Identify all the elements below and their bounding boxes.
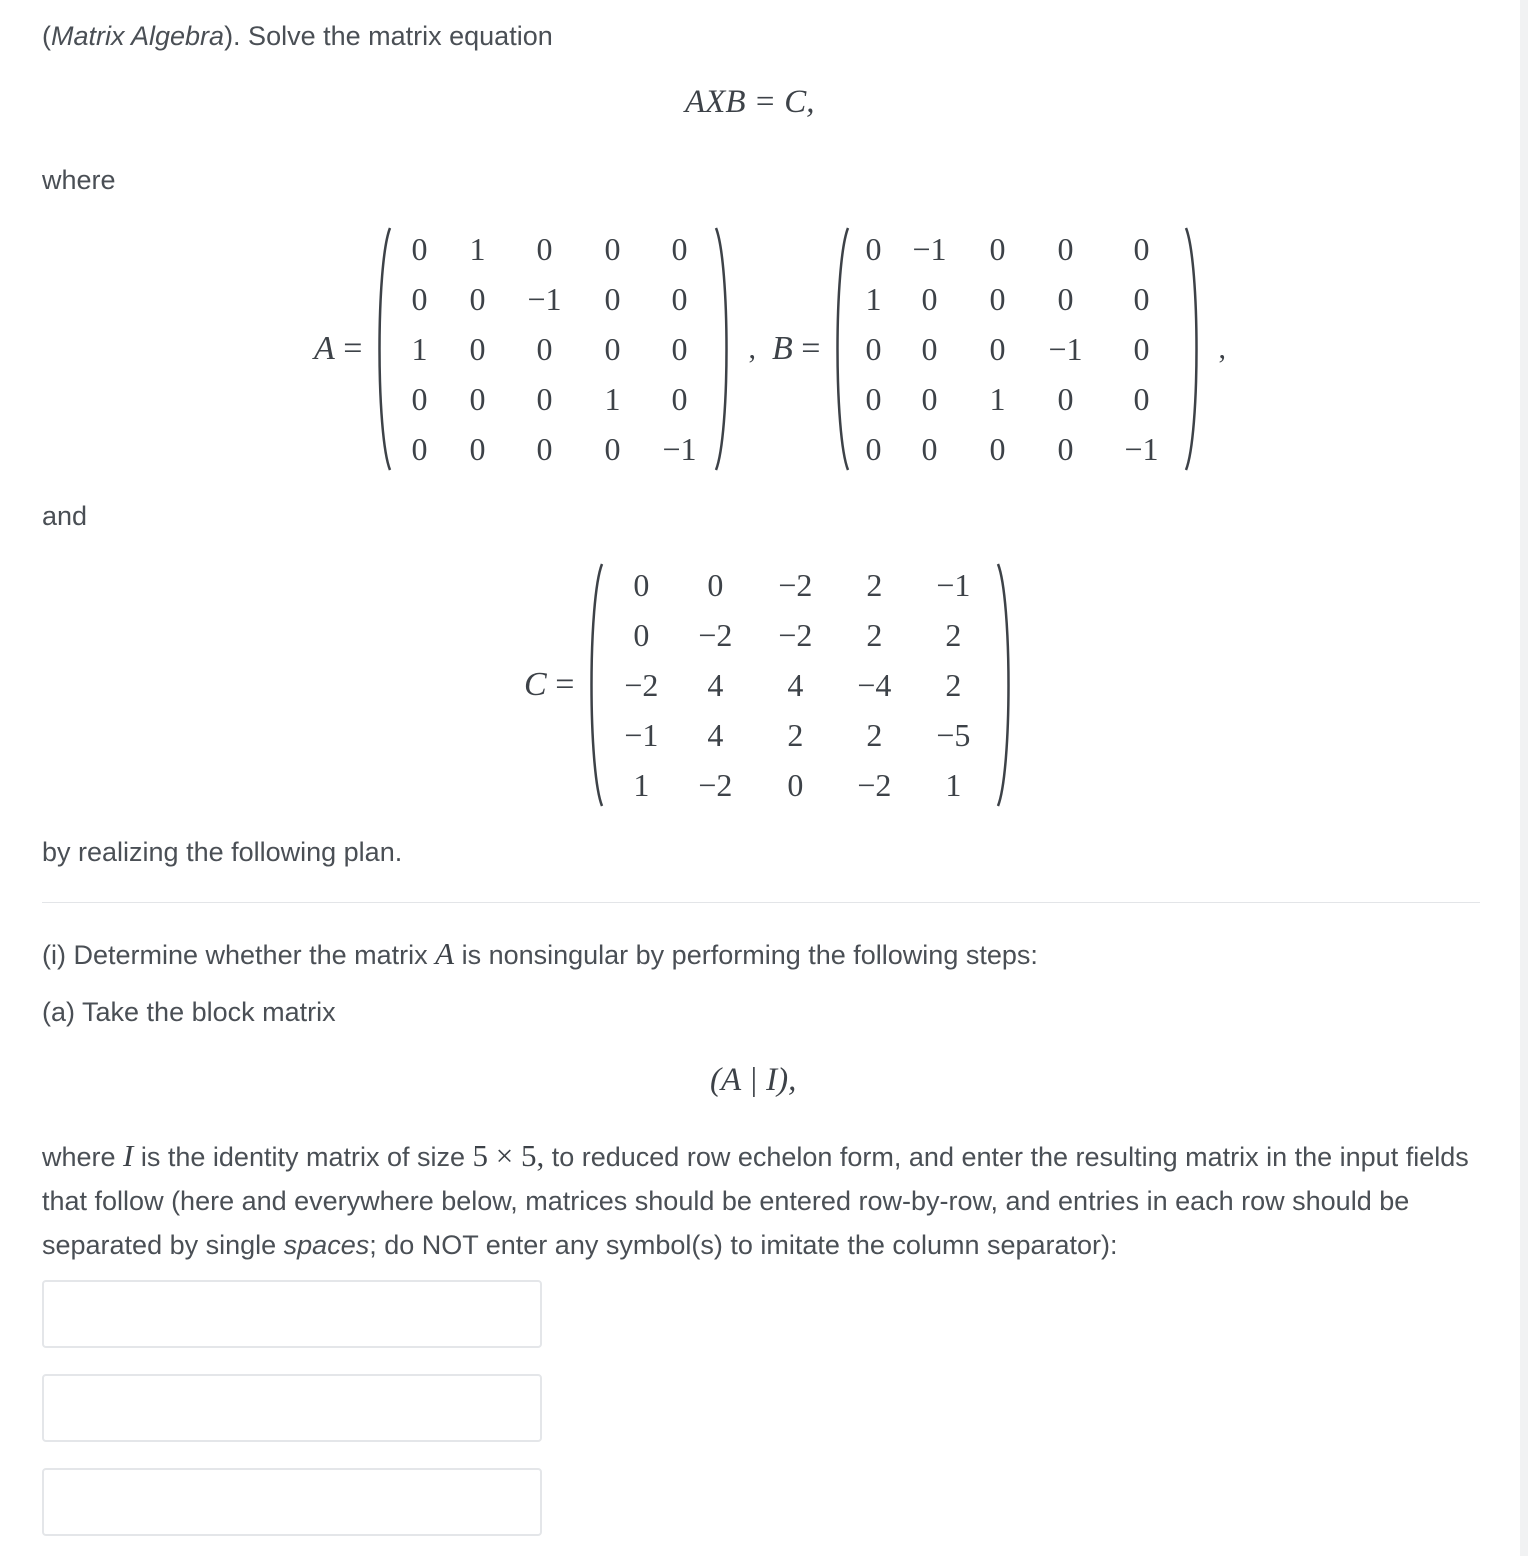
matrix-entry: 1 xyxy=(604,381,621,417)
matrix-c-label: C = xyxy=(524,666,575,703)
matrix-entry: −1 xyxy=(1124,431,1159,467)
matrix-entry: −4 xyxy=(857,667,892,703)
matrix-a-label: A = xyxy=(314,330,363,367)
matrix-entry: 0 xyxy=(1057,431,1074,467)
right-paren-icon xyxy=(994,560,1018,810)
matrix-entry: −1 xyxy=(936,567,971,603)
matrix-b-label: B = xyxy=(772,330,821,367)
matrix-entry: 0 xyxy=(536,431,553,467)
matrix-entry: −2 xyxy=(698,617,733,653)
matrix-entry: 0 xyxy=(411,231,428,267)
matrix-entry: 2 xyxy=(945,617,962,653)
matrix-entry: 0 xyxy=(469,431,486,467)
matrix-entry: 0 xyxy=(604,231,621,267)
matrix-entry: 0 xyxy=(921,281,938,317)
matrix-entry: −2 xyxy=(624,667,659,703)
matrix-entry: 0 xyxy=(1133,381,1150,417)
plan-text: by realizing the following plan. xyxy=(42,837,403,867)
answer-input-row-3[interactable] xyxy=(42,1468,542,1536)
matrix-entry: 0 xyxy=(865,231,882,267)
topic-label: Matrix Algebra xyxy=(51,21,225,51)
matrix-entry: 1 xyxy=(945,767,962,803)
step-i-text: (i) Determine whether the matrix A is nonsingular by performing the following steps: xyxy=(42,936,1038,971)
equation-axb: AXB = C, xyxy=(685,84,815,120)
step-a-text: (a) Take the block matrix xyxy=(42,997,336,1027)
matrix-entry: 0 xyxy=(1057,231,1074,267)
matrix-entry: 0 xyxy=(671,231,688,267)
matrix-entry: 0 xyxy=(1133,281,1150,317)
left-paren-icon xyxy=(828,224,852,474)
matrix-entry: 0 xyxy=(536,231,553,267)
matrix-entry: 0 xyxy=(865,331,882,367)
matrix-b xyxy=(772,224,1226,474)
where-label: where xyxy=(42,165,116,195)
matrix-entry: 1 xyxy=(411,331,428,367)
answer-input-row-1[interactable] xyxy=(42,1280,542,1348)
matrix-entry: 0 xyxy=(921,331,938,367)
matrix-entry: 0 xyxy=(469,331,486,367)
matrix-entry: 1 xyxy=(865,281,882,317)
matrix-entry: 0 xyxy=(411,381,428,417)
matrix-entry: 0 xyxy=(1133,331,1150,367)
matrix-entry: 4 xyxy=(707,667,724,703)
matrix-entry: 0 xyxy=(411,281,428,317)
matrix-entry: −1 xyxy=(1048,331,1083,367)
matrix-entry: 0 xyxy=(865,431,882,467)
matrix-entry: 0 xyxy=(989,331,1006,367)
right-paren-icon xyxy=(712,224,736,474)
matrix-entry: 0 xyxy=(469,381,486,417)
matrix-entry: 0 xyxy=(707,567,724,603)
matrix-entry: 0 xyxy=(865,381,882,417)
matrix-entry: 4 xyxy=(787,667,804,703)
matrix-entry: 1 xyxy=(469,231,486,267)
matrix-entry: 0 xyxy=(633,617,650,653)
matrix-entry: −1 xyxy=(624,717,659,753)
matrix-entry: −2 xyxy=(857,767,892,803)
matrix-entry: 4 xyxy=(707,717,724,753)
right-paren-icon xyxy=(1182,224,1206,474)
matrix-entry: 0 xyxy=(604,331,621,367)
matrix-entry: 0 xyxy=(1057,381,1074,417)
block-matrix-expression: (A | I), xyxy=(710,1062,797,1098)
left-paren-icon xyxy=(582,560,606,810)
matrix-b-comma: , xyxy=(1218,332,1226,365)
matrix-entry: 0 xyxy=(633,567,650,603)
matrix-a-comma: , xyxy=(748,332,756,365)
matrix-entry: 0 xyxy=(671,281,688,317)
answer-input-row-2[interactable] xyxy=(42,1374,542,1442)
matrix-entry: 0 xyxy=(989,281,1006,317)
matrix-entry: 2 xyxy=(866,717,883,753)
matrix-entry: 2 xyxy=(787,717,804,753)
matrix-b-entries xyxy=(852,224,1182,474)
matrix-entry: −2 xyxy=(778,617,813,653)
matrix-c xyxy=(524,560,1018,810)
matrix-entry: 0 xyxy=(921,381,938,417)
matrix-entry: 0 xyxy=(469,281,486,317)
section-divider xyxy=(42,902,1480,903)
instructions-text: where I is the identity matrix of size 5 × 5, to reduced row echelon form, and enter the resulting matrix in the input fields that follow (here and everywhere below, matrices should be entered row-by-row, and entries in each row should be separated by single spaces; do NOT enter any symbol(s) to imitate the column separator): xyxy=(42,1138,1469,1260)
matrix-entry: 0 xyxy=(671,381,688,417)
matrix-entry: 0 xyxy=(604,281,621,317)
matrix-c-entries xyxy=(606,560,994,810)
matrix-entry: 0 xyxy=(536,381,553,417)
matrix-entry: −1 xyxy=(662,431,697,467)
matrix-entry: −2 xyxy=(698,767,733,803)
matrix-entry: 0 xyxy=(989,231,1006,267)
matrix-entry: 0 xyxy=(411,431,428,467)
matrix-entry: 0 xyxy=(921,431,938,467)
matrix-entry: −1 xyxy=(527,281,562,317)
matrix-entry: 0 xyxy=(604,431,621,467)
matrix-entry: 1 xyxy=(989,381,1006,417)
matrix-entry: 0 xyxy=(536,331,553,367)
matrix-entry: 0 xyxy=(787,767,804,803)
matrix-entry: 2 xyxy=(866,617,883,653)
and-label: and xyxy=(42,501,88,531)
matrix-entry: −2 xyxy=(778,567,813,603)
matrix-entry: 1 xyxy=(633,767,650,803)
matrix-entry: 0 xyxy=(989,431,1006,467)
intro-text: (Matrix Algebra). Solve the matrix equation xyxy=(42,21,553,51)
matrix-entry: 2 xyxy=(945,667,962,703)
matrix-entry: −5 xyxy=(936,717,971,753)
matrix-entry: 2 xyxy=(866,567,883,603)
left-paren-icon xyxy=(370,224,394,474)
matrix-entry: 0 xyxy=(1057,281,1074,317)
matrix-entry: 0 xyxy=(1133,231,1150,267)
matrix-a xyxy=(314,224,756,474)
matrix-entry: −1 xyxy=(912,231,947,267)
matrix-entry: 0 xyxy=(671,331,688,367)
scrollbar-track[interactable] xyxy=(1520,0,1528,1556)
matrix-a-entries xyxy=(394,224,712,474)
